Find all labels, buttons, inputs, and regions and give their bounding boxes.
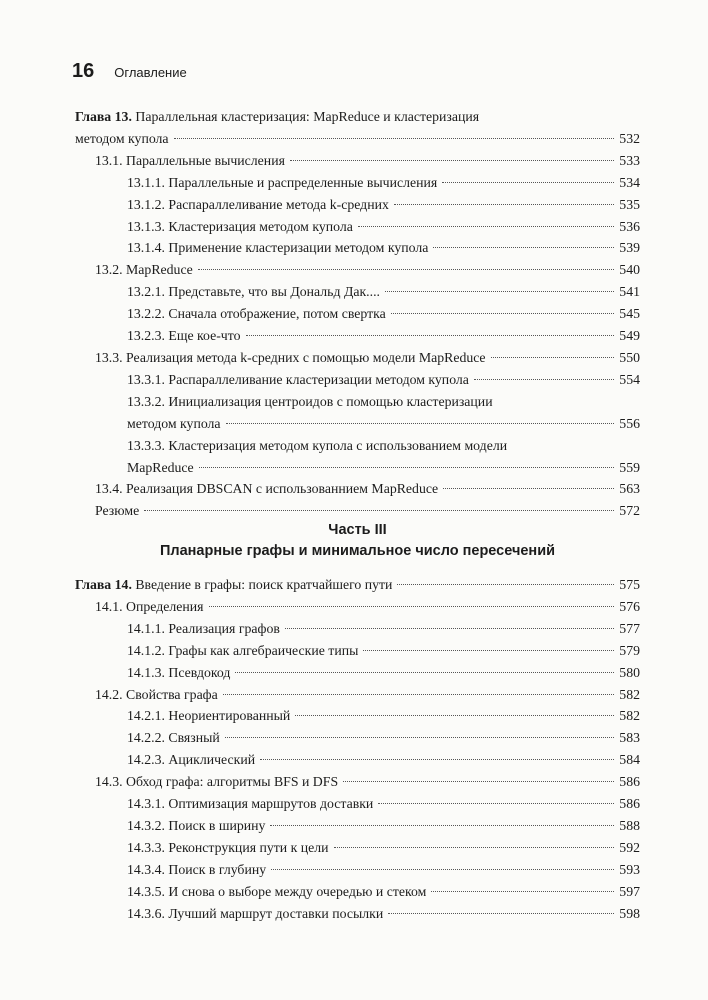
dot-leader bbox=[378, 803, 614, 804]
page-ref: 545 bbox=[619, 306, 640, 322]
page-number: 16 bbox=[72, 60, 95, 82]
page-ref: 586 bbox=[619, 774, 640, 790]
page-ref: 583 bbox=[619, 730, 640, 746]
page-ref: 580 bbox=[619, 664, 640, 680]
running-title: Оглавление bbox=[114, 65, 187, 80]
dot-leader bbox=[343, 781, 614, 782]
entry-title: MapReduce bbox=[127, 459, 194, 475]
page-ref: 541 bbox=[619, 284, 640, 300]
toc-entry[interactable] bbox=[75, 596, 640, 618]
entry-title: Резюме bbox=[95, 503, 140, 519]
dot-leader bbox=[474, 379, 614, 380]
toc-entry[interactable] bbox=[75, 237, 640, 259]
toc-entry[interactable] bbox=[75, 435, 640, 479]
entry-title: 13.1. Параллельные вычисления bbox=[95, 152, 285, 168]
dot-leader bbox=[260, 759, 614, 760]
dot-leader bbox=[363, 650, 614, 651]
dot-leader bbox=[431, 891, 614, 892]
toc-entry[interactable] bbox=[75, 303, 640, 325]
entry-title: 14.2.3. Ациклический bbox=[127, 752, 256, 768]
toc-entry[interactable] bbox=[75, 705, 640, 727]
entry-title: 14.3.3. Реконструкция пути к цели bbox=[127, 839, 329, 855]
entry-title: 14.2. Свойства графа bbox=[95, 686, 218, 702]
entry-title: 14.3.5. И снова о выборе между очередью и стеком bbox=[127, 883, 427, 899]
entry-title: 13.1.1. Параллельные и распределенные вычисления bbox=[127, 174, 438, 190]
entry-title: 13.1.2. Распараллеливание метода k-средних bbox=[127, 196, 389, 212]
page-ref: 597 bbox=[619, 883, 640, 899]
entry-title: 13.4. Реализация DBSCAN с использованнием MapReduce bbox=[95, 481, 439, 497]
entry-title: 13.3. Реализация метода k-средних с помощью модели MapReduce bbox=[95, 349, 486, 365]
toc-entry[interactable] bbox=[75, 881, 640, 903]
entry-title: 14.3.4. Поиск в глубину bbox=[127, 861, 267, 877]
page-ref: 563 bbox=[619, 481, 640, 497]
dot-leader bbox=[223, 694, 615, 695]
dot-leader bbox=[226, 423, 615, 424]
entry-title: 14.1.2. Графы как алгебраические типы bbox=[127, 642, 359, 658]
entry-title: 14.2.2. Связный bbox=[127, 730, 220, 746]
entry-title: 14.1.3. Псевдокод bbox=[127, 664, 231, 680]
dot-leader bbox=[394, 204, 614, 205]
toc-entry[interactable] bbox=[75, 478, 640, 500]
page-ref: 576 bbox=[619, 598, 640, 614]
toc-entry[interactable] bbox=[75, 684, 640, 706]
entry-title: 13.1.3. Кластеризация методом купола bbox=[127, 218, 353, 234]
page-ref: 598 bbox=[619, 905, 640, 921]
dot-leader bbox=[144, 510, 614, 511]
dot-leader bbox=[491, 357, 615, 358]
toc-entry[interactable] bbox=[75, 347, 640, 369]
dot-leader bbox=[334, 847, 615, 848]
dot-leader bbox=[442, 182, 614, 183]
page-ref: 584 bbox=[619, 752, 640, 768]
dot-leader bbox=[270, 825, 614, 826]
chapter-13-page: 532 bbox=[619, 130, 640, 146]
page-ref: 572 bbox=[619, 503, 640, 519]
chapter-13-entry[interactable] bbox=[75, 106, 640, 150]
entry-title: 14.1.1. Реализация графов bbox=[127, 620, 280, 636]
page-ref: 559 bbox=[619, 459, 640, 475]
toc-entry-summary[interactable] bbox=[75, 500, 640, 522]
part-label: Часть III bbox=[328, 522, 387, 538]
part-title: Планарные графы и минимальное число пересечений bbox=[159, 543, 556, 559]
chapter-14-title: Введение в графы: поиск кратчайшего пути bbox=[131, 577, 393, 592]
entry-title: 14.3. Обход графа: алгоритмы BFS и DFS bbox=[95, 774, 339, 790]
dot-leader bbox=[385, 291, 614, 292]
dot-leader bbox=[391, 313, 615, 314]
toc-entry[interactable] bbox=[75, 837, 640, 859]
toc-entry[interactable] bbox=[75, 172, 640, 194]
entry-title: 13.3.2. Инициализация центроидов с помощью кластеризации bbox=[127, 393, 493, 409]
page-ref: 556 bbox=[619, 415, 640, 431]
chapter-13-label: Глава 13. bbox=[75, 109, 132, 124]
page-ref: 549 bbox=[619, 328, 640, 344]
entry-title: 13.2.1. Представьте, что вы Дональд Дак.... bbox=[127, 284, 380, 300]
dot-leader bbox=[443, 488, 614, 489]
dot-leader bbox=[358, 226, 614, 227]
dot-leader bbox=[433, 247, 614, 248]
toc-entry[interactable] bbox=[75, 369, 640, 391]
toc-entry[interactable] bbox=[75, 150, 640, 172]
chapter-14-entry[interactable] bbox=[75, 574, 640, 596]
page-ref: 539 bbox=[619, 240, 640, 256]
page-ref: 588 bbox=[619, 817, 640, 833]
toc-chapter-13 bbox=[75, 106, 640, 522]
dot-leader bbox=[295, 715, 614, 716]
page-ref: 586 bbox=[619, 796, 640, 812]
dot-leader bbox=[285, 628, 614, 629]
chapter-13-title-line2: методом купола bbox=[75, 130, 169, 146]
entry-title: 13.3.1. Распараллеливание кластеризации методом купола bbox=[127, 371, 469, 387]
dot-leader bbox=[388, 913, 614, 914]
page-ref: 550 bbox=[619, 349, 640, 365]
entry-title: 13.1.4. Применение кластеризации методом купола bbox=[127, 240, 429, 256]
entry-title: 13.2. MapReduce bbox=[95, 262, 193, 278]
dot-leader bbox=[198, 269, 615, 270]
entry-title: методом купола bbox=[127, 415, 221, 431]
page-ref: 577 bbox=[619, 620, 640, 636]
page-ref: 536 bbox=[619, 218, 640, 234]
dot-leader bbox=[174, 138, 615, 139]
chapter-13-title-line1: Параллельная кластеризация: MapReduce и кластеризация bbox=[131, 109, 480, 124]
toc-entry[interactable] bbox=[75, 815, 640, 837]
toc-entry[interactable] bbox=[75, 391, 640, 435]
toc-entry[interactable] bbox=[75, 194, 640, 216]
toc-entry[interactable] bbox=[75, 771, 640, 793]
page-ref: 592 bbox=[619, 839, 640, 855]
entry-title: 13.2.2. Сначала отображение, потом свертка bbox=[127, 306, 386, 322]
page-ref: 593 bbox=[619, 861, 640, 877]
entry-title: 13.3.3. Кластеризация методом купола с использованием модели bbox=[127, 437, 508, 453]
entry-title: 14.3.2. Поиск в ширину bbox=[127, 817, 266, 833]
dot-leader bbox=[271, 869, 614, 870]
toc-entry[interactable] bbox=[75, 727, 640, 749]
page-ref: 579 bbox=[619, 642, 640, 658]
dot-leader bbox=[235, 672, 614, 673]
toc-entry[interactable] bbox=[75, 640, 640, 662]
toc-entry[interactable] bbox=[75, 662, 640, 684]
dot-leader bbox=[290, 160, 614, 161]
dot-leader bbox=[225, 737, 615, 738]
toc-entry[interactable] bbox=[75, 281, 640, 303]
toc-entry[interactable] bbox=[75, 325, 640, 347]
page-ref: 540 bbox=[619, 262, 640, 278]
page-header bbox=[72, 60, 187, 83]
toc-entry[interactable] bbox=[75, 618, 640, 640]
toc-entry[interactable] bbox=[75, 903, 640, 925]
page-ref: 554 bbox=[619, 371, 640, 387]
entry-title: 14.3.6. Лучший маршрут доставки посылки bbox=[127, 905, 384, 921]
entry-title: 14.3.1. Оптимизация маршрутов доставки bbox=[127, 796, 374, 812]
chapter-14-page: 575 bbox=[619, 577, 640, 592]
entry-title: 14.2.1. Неориентированный bbox=[127, 708, 291, 724]
page-ref: 582 bbox=[619, 686, 640, 702]
page-ref: 535 bbox=[619, 196, 640, 212]
toc-chapter-14 bbox=[75, 574, 640, 925]
toc-entry[interactable] bbox=[75, 259, 640, 281]
page-ref: 534 bbox=[619, 174, 640, 190]
toc-entry[interactable] bbox=[75, 859, 640, 881]
entry-title: 14.1. Определения bbox=[95, 598, 204, 614]
toc-entry[interactable] bbox=[75, 793, 640, 815]
chapter-14-label: Глава 14. bbox=[75, 577, 132, 592]
toc-entry[interactable] bbox=[75, 216, 640, 238]
page-ref: 533 bbox=[619, 152, 640, 168]
dot-leader bbox=[246, 335, 615, 336]
dot-leader bbox=[397, 584, 614, 585]
part-heading bbox=[75, 520, 640, 562]
dot-leader bbox=[199, 467, 615, 468]
toc-entry[interactable] bbox=[75, 749, 640, 771]
dot-leader bbox=[209, 606, 615, 607]
page-ref: 582 bbox=[619, 708, 640, 724]
entry-title: 13.2.3. Еще кое-что bbox=[127, 328, 241, 344]
